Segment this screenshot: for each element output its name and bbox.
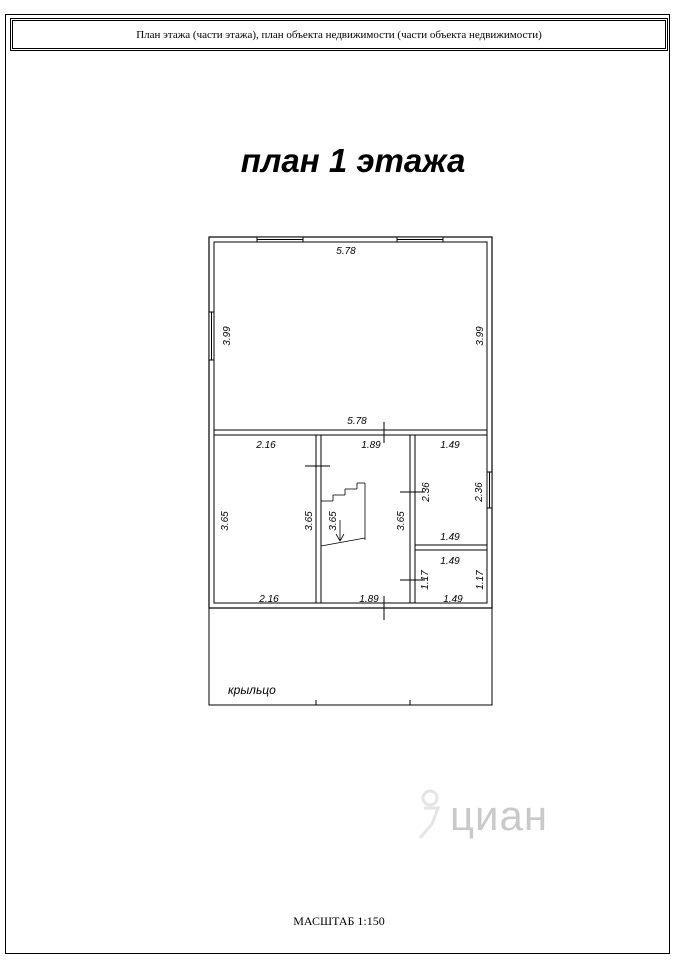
dim-left-room-top: 2.16	[256, 440, 276, 451]
dim-left-room-bottom: 2.16	[259, 594, 279, 605]
dim-main-top: 5.78	[336, 246, 356, 257]
dim-rr-top-right: 2.36	[474, 482, 485, 502]
dim-main-left: 3.99	[222, 326, 233, 346]
cian-logo-icon	[410, 786, 610, 846]
cian-watermark: циан	[450, 792, 549, 839]
dim-left-room-left: 3.65	[220, 511, 231, 531]
document-header-title: План этажа (части этажа), план объекта недвижимости (части объекта недвижимости)	[136, 28, 542, 41]
dim-hall-right: 3.65	[396, 511, 407, 531]
dim-rr-top-left: 2.36	[421, 482, 432, 502]
dim-left-room-right: 3.65	[304, 511, 315, 531]
dim-hall-top: 1.89	[361, 440, 381, 451]
dim-rr-top-top: 1.49	[440, 440, 460, 451]
dim-rr-bot-right: 1.17	[475, 570, 486, 590]
dim-main-right: 3.99	[475, 326, 486, 346]
dim-rr-bot-top: 1.49	[440, 556, 460, 567]
scale-label: МАСШТАБ 1:150	[293, 914, 385, 928]
dim-hall-bottom: 1.89	[359, 594, 379, 605]
plan-title: план 1 этажа	[240, 142, 466, 179]
porch-label: крыльцо	[228, 683, 276, 697]
dim-main-bottom: 5.78	[347, 416, 367, 427]
dim-rr-top-bottom: 1.49	[440, 532, 460, 543]
dim-rr-bot-left: 1.17	[420, 570, 431, 590]
dim-rr-bot-bottom: 1.49	[443, 594, 463, 605]
dim-hall-stairs: 3.65	[328, 511, 339, 531]
